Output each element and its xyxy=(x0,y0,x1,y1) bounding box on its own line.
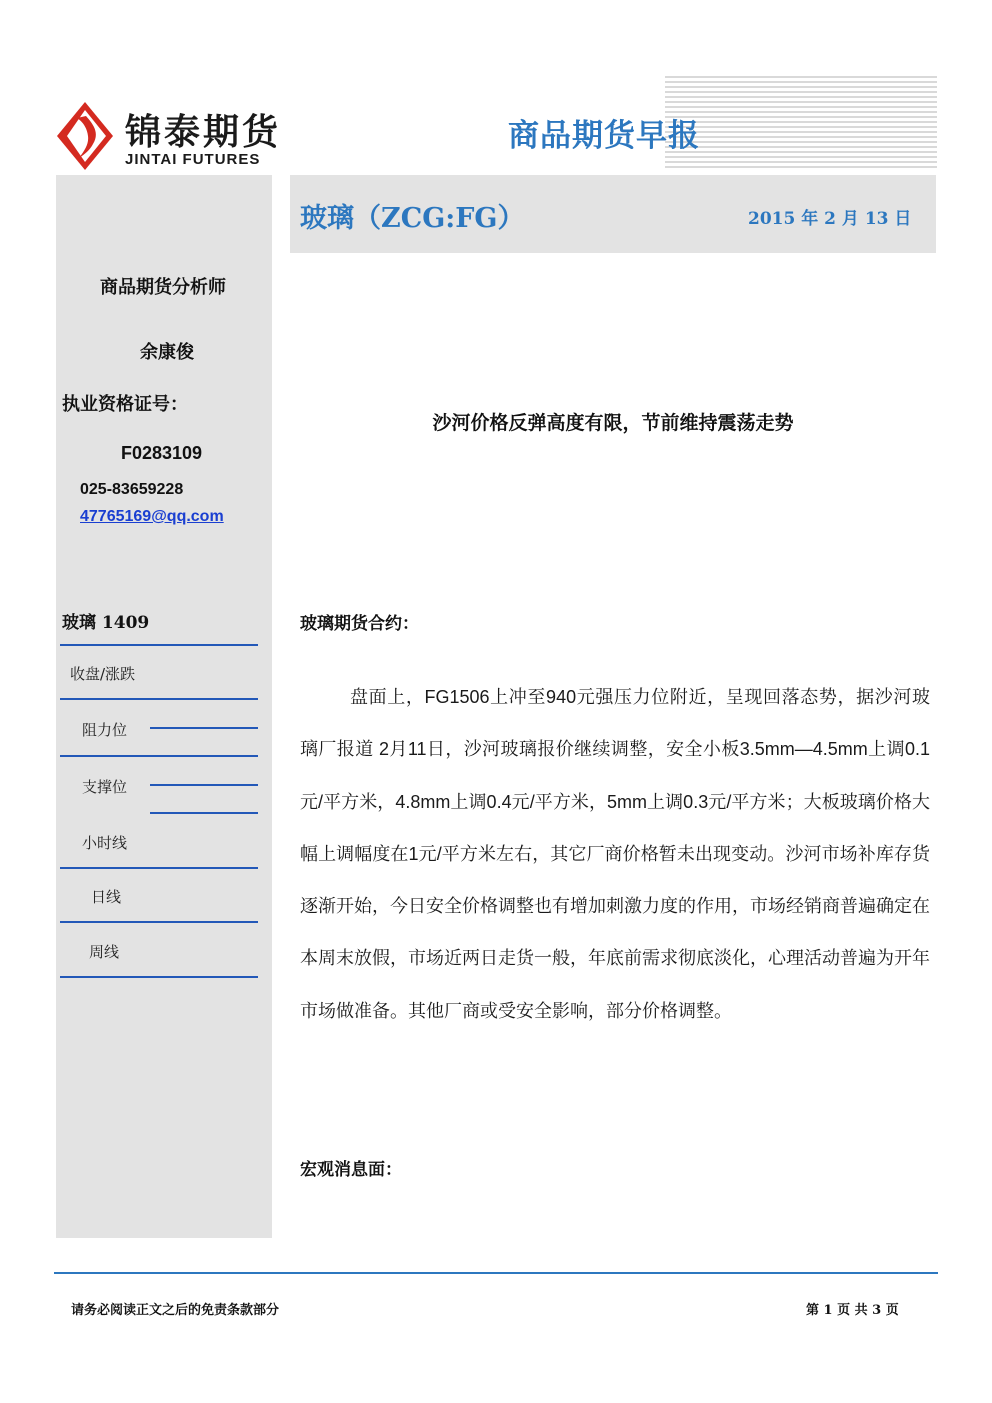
sidebar-divider xyxy=(60,644,258,646)
section-paragraph: 盘面上，FG1506上冲至940元强压力位附近，呈现回落态势，据沙河玻璃厂报道 2月11日，沙河玻璃报价继续调整，安全小板3.5mm—4.5mm上调0.1元/平方米，4.8mm上调0.4元/平方米，5mm上调0.3元/平方米；大板玻璃价格大幅上调幅度在1元/平方米左右，其它厂商价格暂未出现变动。沙河市场补库存货逐渐开始，今日安全价格调整也有增加刺激力度的作用，市场经销商普遍确定在本周末放假，市场近两日走货一般，年底前需求彻底淡化，心理活动普遍为开年市场做准备。其他厂商或受安全影响，部分价格调整。 xyxy=(300,687,930,1021)
jintai-logo-icon xyxy=(55,100,115,172)
footer-rule xyxy=(54,1272,938,1274)
sidebar-item-resistance: 阻力位 xyxy=(82,721,128,739)
sidebar-divider xyxy=(60,698,258,700)
section-body xyxy=(300,671,930,1037)
logo-text-en: JINTAI FUTURES xyxy=(125,151,261,168)
sidebar-item-close-change: 收盘/涨跌 xyxy=(70,665,136,683)
sidebar-divider xyxy=(60,921,258,923)
sidebar-divider xyxy=(60,867,258,869)
header-stripes xyxy=(665,76,937,168)
sidebar-value-line xyxy=(150,812,258,814)
report-date: 2015 年 2 月 13 日 xyxy=(748,209,912,229)
sidebar-value-line xyxy=(150,784,258,786)
sidebar-value-line xyxy=(150,727,258,729)
headline: 沙河价格反弹高度有限，节前维持震荡走势 xyxy=(432,412,794,434)
cert-number: F0283109 xyxy=(121,443,203,463)
product-title: 玻璃（ZCG:FG） xyxy=(300,203,525,234)
cert-label: 执业资格证号： xyxy=(62,394,188,415)
report-title: 商品期货早报 xyxy=(508,118,700,154)
section-title-contract: 玻璃期货合约： xyxy=(300,614,419,634)
footer-disclaimer: 请务必阅读正文之后的免责条款部分 xyxy=(71,1303,280,1318)
sidebar-item-hourly: 小时线 xyxy=(82,834,128,852)
sidebar-divider xyxy=(60,755,258,757)
sidebar-item-daily: 日线 xyxy=(91,888,122,906)
email-link[interactable]: 47765169@qq.com xyxy=(80,508,224,525)
sidebar xyxy=(56,175,272,1238)
sidebar-divider xyxy=(60,976,258,978)
sidebar-item-weekly: 周线 xyxy=(89,943,120,961)
sidebar-contract: 玻璃 1409 xyxy=(62,613,150,633)
page-number: 第 1 页 共 3 页 xyxy=(806,1303,899,1318)
phone-number: 025-83659228 xyxy=(80,481,184,498)
analyst-name: 余康俊 xyxy=(140,342,194,363)
section-title-macro: 宏观消息面： xyxy=(300,1160,402,1180)
sidebar-item-support: 支撑位 xyxy=(82,778,128,796)
analyst-role: 商品期货分析师 xyxy=(100,277,226,298)
logo-text-cn: 锦泰期货 xyxy=(125,111,282,153)
